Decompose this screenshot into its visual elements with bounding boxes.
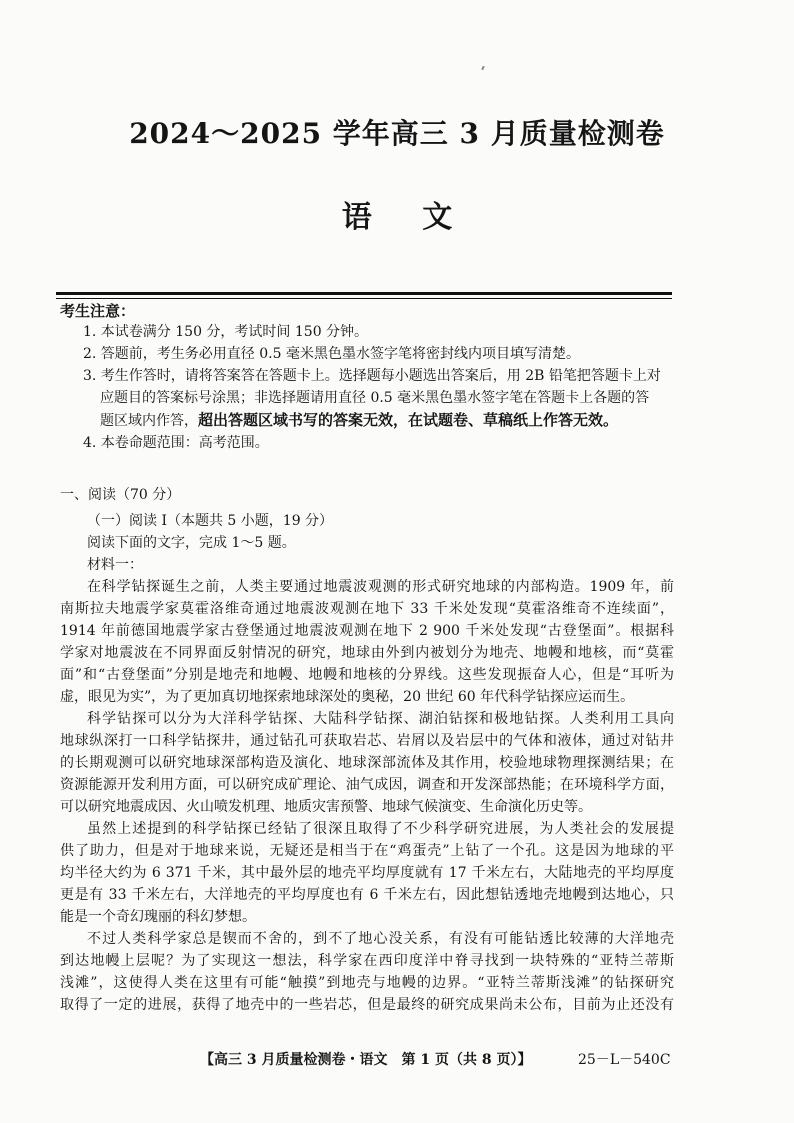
notice-warning-emphasis: 超出答题区域书写的答案无效，在试题卷、草稿纸上作答无效。 <box>198 411 619 429</box>
section-subheading: （一）阅读 Ⅰ（本题共 5 小题，19 分） <box>87 513 334 529</box>
passage-line: 可以研究地震成因、火山喷发机理、地质灾害预警、地球气候演变、生命演化历史等。 <box>60 799 592 815</box>
passage-line: 更是有 33 千米左右，大洋地壳的平均厚度也有 6 千米左右，因此想钻透地壳地幔到达地心，只 <box>60 887 674 903</box>
notice-line-prefix: 题区域内作答， <box>100 413 198 429</box>
passage-line: 取得了一定的进展，获得了地壳中的一些岩芯，但是最终的研究成果尚未公布，目前为止还没有 <box>60 997 674 1013</box>
scan-speck <box>481 66 485 70</box>
material-label: 材料一： <box>87 557 143 573</box>
notice-list <box>83 321 683 454</box>
notice-line: 应题目的答案标号涂黑；非选择题请用直径 0.5 毫米黑色墨水签字笔在答题卡上各题的答 <box>100 390 650 406</box>
notice-item-4 <box>83 432 683 454</box>
subject-char-2: 文 <box>422 200 453 235</box>
notice-heading: 考生注意： <box>60 302 136 320</box>
passage-line: 到达地幔上层呢？为了实现这一想法，科学家在西印度洋中脊寻找到一块特殊的“亚特兰蒂斯 <box>60 953 674 969</box>
passage-line: 1914 年前德国地震学家古登堡通过地震波观测在地下 2 900 千米处发现“古登堡面”。根据科 <box>60 623 674 639</box>
section-heading: 一、阅读（70 分） <box>60 487 181 503</box>
paper-code: 25－L－540C <box>578 1052 671 1068</box>
notice-item-3 <box>83 365 683 432</box>
passage-body <box>60 576 674 1016</box>
passage-line: 资源能源开发利用方面，可以研究成矿理论、油气成因，调查和开发深部热能；在环境科学方面， <box>60 777 674 793</box>
passage-line: 南斯拉夫地震学家莫霍洛维奇通过地震波观测在地下 33 千米处发现“莫霍洛维奇不连续面”， <box>60 601 674 617</box>
passage-line: 面”和“古登堡面”分别是地壳和地幔、地幔和地核的分界线。这些发现振奋人心，但是“耳听为 <box>60 667 674 683</box>
notice-line: 4. 本卷命题范围：高考范围。 <box>83 435 269 451</box>
passage-line: 的长期观测可以研究地球深部构造及演化、地球深部流体及其作用，校验地球物理探测结果；在 <box>60 755 674 771</box>
passage-line: 供了助力，但是对于地球来说，无疑还是相当于在“鸡蛋壳”上钻了一个孔。这是因为地球的平 <box>60 843 674 859</box>
page-footer: 【高三 3 月质量检测卷・语文 第 1 页（共 8 页）】 <box>200 1052 532 1068</box>
subject-char-1: 语 <box>341 200 372 235</box>
passage-line: 均半径大约为 6 371 千米，其中最外层的地壳平均厚度就有 17 千米左右，大陆地壳的平均厚度 <box>60 865 674 881</box>
notice-line: 2. 答题前，考生务必用直径 0.5 毫米黑色墨水签字笔将密封线内项目填写清楚。 <box>83 346 580 362</box>
notice-line-emphasis-row <box>83 409 683 432</box>
divider-thick <box>56 292 672 295</box>
passage-line: 不过人类科学家总是锲而不舍的，到不了地心没关系，有没有可能钻透比较薄的大洋地壳 <box>87 931 674 947</box>
passage-line: 浅滩”，这使得人类在这里有可能“触摸”到地壳与地幔的边界。“亚特兰蒂斯浅滩”的钻探研究 <box>60 975 674 991</box>
divider-thin <box>56 298 672 299</box>
passage-line: 在科学钻探诞生之前，人类主要通过地震波观测的形式研究地球的内部构造。1909 年，前 <box>87 579 674 595</box>
notice-line: 3. 考生作答时，请将答案答在答题卡上。选择题每小题选出答案后，用 2B 铅笔把答题卡上对 <box>83 368 661 384</box>
subject-title <box>0 192 794 236</box>
reading-instruction: 阅读下面的文字，完成 1～5 题。 <box>87 535 296 551</box>
passage-line: 能是一个奇幻瑰丽的科幻梦想。 <box>60 909 256 925</box>
passage-line: 地球纵深打一口科学钻探井，通过钻孔可获取岩芯、岩屑以及岩层中的气体和液体，通过对钻井 <box>60 733 674 749</box>
passage-line: 虚，眼见为实”，为了更加真切地探索地球深处的奥秘，20 世纪 60 年代科学钻探应运而生。 <box>60 689 635 705</box>
notice-item-2 <box>83 343 683 365</box>
notice-item-1 <box>83 321 683 343</box>
exam-title: 2024～2025 学年高三 3 月质量检测卷 <box>129 117 665 150</box>
passage-line: 学家对地震波在不同界面反射情况的研究，地球由外到内被划分为地壳、地幔和地核，而“莫霍 <box>60 645 674 661</box>
notice-line: 1. 本试卷满分 150 分，考试时间 150 分钟。 <box>83 324 369 340</box>
passage-line: 科学钻探可以分为大洋科学钻探、大陆科学钻探、湖泊钻探和极地钻探。人类利用工具向 <box>87 711 674 727</box>
passage-line: 虽然上述提到的科学钻探已经钻了很深且取得了不少科学研究进展，为人类社会的发展提 <box>87 821 674 837</box>
